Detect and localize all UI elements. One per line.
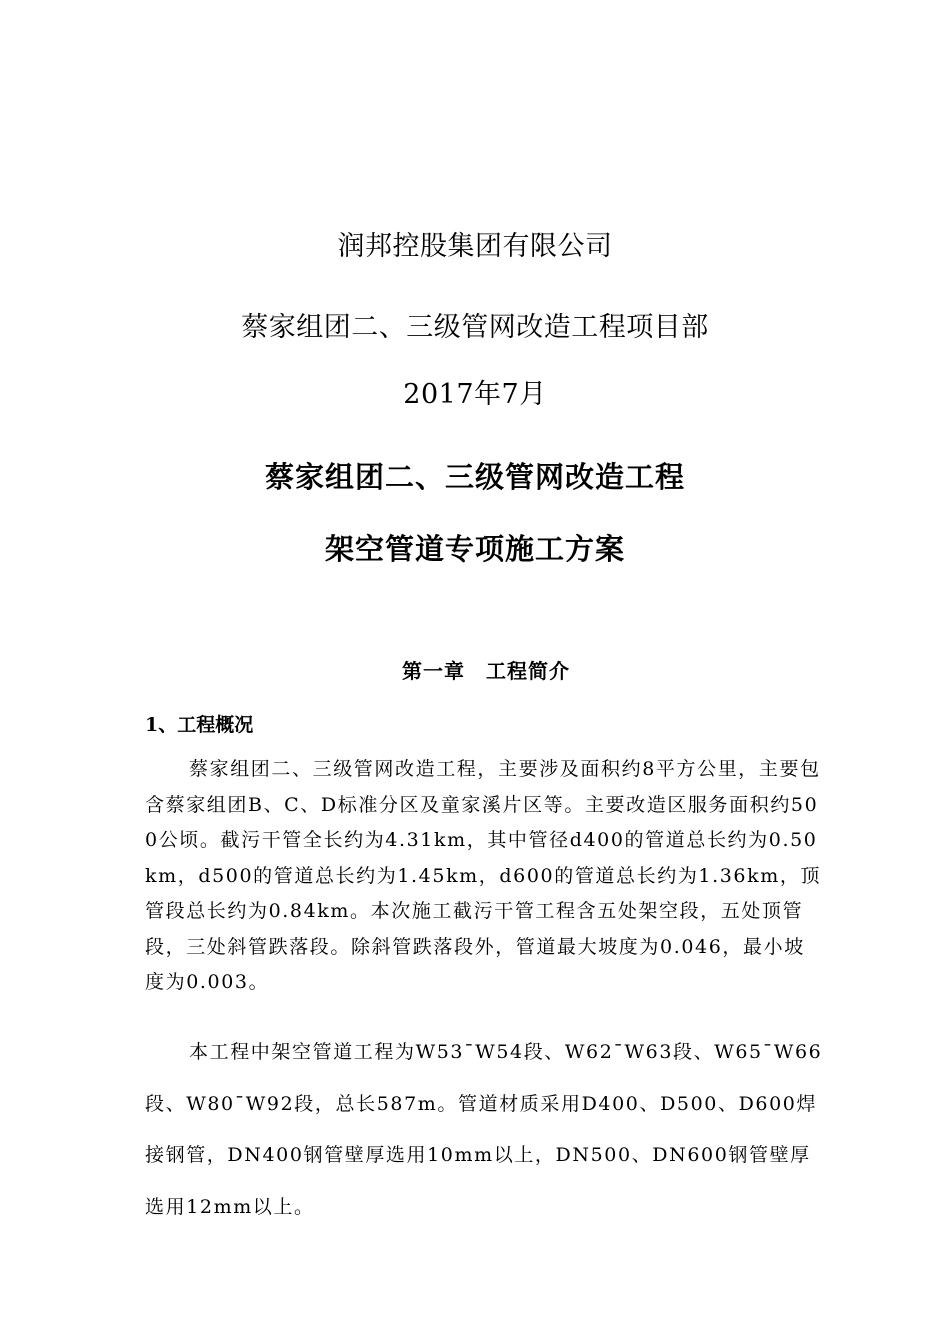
chapter-heading: 第一章 工程简介	[402, 659, 570, 683]
project-department: 蔡家组团二、三级管网改造工程项目部	[241, 312, 709, 343]
document-title-line1: 蔡家组团二、三级管网改造工程	[264, 460, 685, 494]
body-paragraph-overview: 蔡家组团二、三级管网改造工程，主要涉及面积约8平方公里，主要包含蔡家组团B、C、D标准分区及童家溪片区等。主要改造区服务面积约500公顷。截污干管全长约为4.31km，其中管径d400的管道总长约为0.50km，d500的管道总长约为1.45km，d600的管道总长约为1.36km，顶管段总长约为0.84km。本次施工截污干管工程含五处架空段，五处顶管段，三处斜管跌落段。除斜管跌落段外，管道最大坡度为0.046，最小坡度为0.003。	[145, 758, 822, 993]
company-name: 润邦控股集团有限公司	[337, 231, 613, 262]
body-paragraph-aerial-pipes: 本工程中架空管道工程为W53¯W54段、W62¯W63段、W65¯W66段、W80¯W92段，总长587m。管道材质采用D400、D500、D600焊接钢管，DN400钢管壁厚选用10mm以上，DN500、DN600钢管壁厚选用12mm以上。	[145, 1041, 823, 1218]
document-date: 2017年7月	[403, 379, 547, 410]
section-heading: 1、工程概况	[145, 714, 254, 736]
document-title-line2: 架空管道专项施工方案	[324, 532, 625, 566]
